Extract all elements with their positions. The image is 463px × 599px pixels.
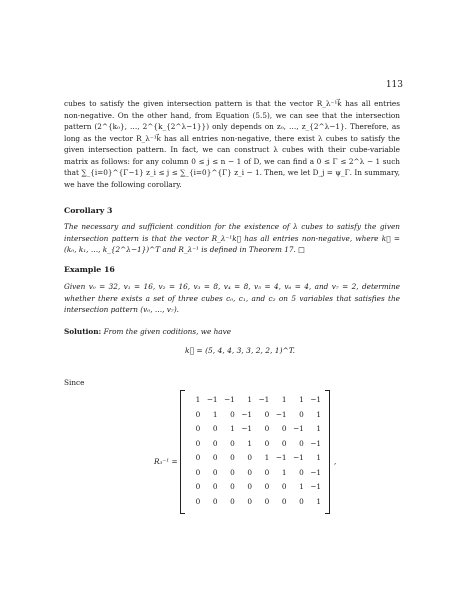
- matrix-cell: 1: [316, 424, 321, 433]
- matrix-cell: −1: [223, 395, 235, 404]
- matrix-cell: 0: [212, 453, 218, 462]
- k-vector-equation: k⃗ = (5, 4, 4, 3, 3, 2, 2, 1)^T.: [185, 346, 296, 355]
- matrix-cell: 0: [299, 496, 304, 506]
- matrix-left-bracket: [180, 390, 185, 514]
- matrix-cell: 0: [299, 438, 304, 448]
- matrix-cell: 0: [264, 496, 270, 506]
- matrix-cell: 1: [299, 482, 304, 491]
- matrix-cell: −1: [241, 424, 252, 433]
- matrix-cell: 0: [247, 467, 252, 477]
- matrix-cell: 0: [247, 482, 252, 491]
- example-text: Given v₀ = 32, v₁ = 16, v₂ = 16, v₃ = 8, v₄ = 8, v₅ = 4, v₆ = 4, and v₇ = 2, determine whether there exists a set of three cubes c₀, c₁, and c₂ on 5 variables that satisfies the intersection pattern (v₀, …, v₇).: [64, 282, 400, 315]
- example-heading: Example 16: [64, 265, 115, 274]
- matrix-cell: 0: [230, 467, 235, 477]
- matrix-cell: 0: [195, 453, 201, 462]
- matrix-cell: 1: [281, 395, 287, 404]
- matrix-cell: 1: [281, 467, 287, 477]
- matrix-cell: 0: [264, 424, 270, 433]
- matrix-grid: [186, 393, 324, 509]
- matrix-cell: 1: [230, 424, 235, 433]
- matrix-cell: 1: [299, 395, 304, 404]
- matrix-cell: 1: [316, 453, 321, 462]
- matrix-cell: −1: [258, 395, 270, 404]
- page-number: 113: [385, 80, 403, 90]
- matrix-cell: 0: [212, 424, 218, 433]
- solution-label: Solution:: [64, 327, 102, 336]
- solution-text: From the given coditions, we have: [103, 327, 232, 336]
- matrix-right-bracket: [325, 390, 330, 514]
- matrix-cell: 1: [316, 496, 321, 506]
- matrix-cell: 0: [281, 496, 287, 506]
- matrix-cell: 0: [264, 438, 270, 448]
- matrix-cell: 0: [230, 409, 235, 419]
- matrix-cell: 0: [212, 496, 218, 506]
- matrix-cell: 0: [247, 453, 252, 462]
- matrix-cell: 0: [299, 409, 304, 419]
- matrix-cell: 0: [230, 496, 235, 506]
- matrix-cell: 0: [264, 409, 270, 419]
- matrix-cell: 0: [264, 482, 270, 491]
- matrix-label: R₃⁻¹ =: [154, 457, 178, 466]
- matrix-cell: 0: [230, 482, 235, 491]
- matrix-cell: 0: [212, 467, 218, 477]
- matrix-cell: 1: [247, 395, 252, 404]
- matrix-cell: 0: [299, 467, 304, 477]
- since-text: Since: [64, 378, 85, 387]
- matrix-cell: −1: [206, 395, 218, 404]
- matrix-cell: 0: [212, 438, 218, 448]
- matrix-cell: 1: [264, 453, 270, 462]
- matrix-cell: −1: [310, 438, 321, 448]
- matrix-cell: 0: [247, 496, 252, 506]
- matrix-cell: 0: [195, 409, 201, 419]
- matrix-cell: 0: [195, 482, 201, 491]
- matrix-cell: −1: [275, 453, 287, 462]
- matrix-cell: 1: [195, 395, 201, 404]
- matrix-cell: 0: [195, 438, 201, 448]
- matrix-cell: 0: [212, 482, 218, 491]
- matrix-cell: −1: [310, 467, 321, 477]
- matrix-trailing-comma: ,: [334, 457, 337, 466]
- matrix-cell: 0: [281, 482, 287, 491]
- matrix-cell: −1: [275, 409, 287, 419]
- matrix-cell: 0: [281, 424, 287, 433]
- corollary-text: The necessary and sufficient condition for the existence of λ cubes to satisfy the given intersection pattern is that the vector R_λ⁻¹k⃗ has all entries non-negative, where k⃗ = (k₀, k₁, …, k_{2^λ−1})^T and R_λ⁻¹ is defined in Theorem 17. □: [64, 222, 400, 255]
- corollary-heading: Corollary 3: [64, 206, 113, 215]
- matrix-cell: 1: [316, 409, 321, 419]
- matrix-cell: 1: [247, 438, 252, 448]
- matrix-cell: 0: [230, 438, 235, 448]
- matrix-cell: 0: [195, 467, 201, 477]
- matrix-cell: 0: [264, 467, 270, 477]
- matrix-cell: −1: [292, 424, 304, 433]
- matrix-cell: 0: [230, 453, 235, 462]
- matrix-cell: −1: [310, 395, 321, 404]
- solution-line: [64, 327, 231, 336]
- matrix-cell: −1: [292, 453, 304, 462]
- body-paragraph: cubes to satisfy the given intersection pattern is that the vector R_λ⁻¹k⃗ has all entries non-negative. On the other hand, from Equation (5.5), we can see that the intersection pattern (2^{k₀}, …, 2^{k_{2^λ−1}}) only depends on z₀, …, z_{2^λ−1}. Therefore, as long as the vector R_λ⁻¹k⃗ has all entries non-negative, there exist λ cubes to satisfy the given intersection pattern. In fact, we can construct λ cubes with their cube-variable matrix as follows: for any column 0 ≤ j ≤ n − 1 of D, we can find a 0 ≤ Γ ≤ 2^λ − 1 such that ∑_{i=0}^{Γ−1} z_i ≤ j ≤ ∑_{i=0}^{Γ} z_i − 1. Then, we let D_j = ψ_Γ. In summary, we have the following corollary.: [64, 99, 400, 189]
- matrix-cell: 0: [281, 438, 287, 448]
- matrix-cell: 0: [195, 496, 201, 506]
- matrix-cell: 0: [195, 424, 201, 433]
- inverse-matrix: [180, 390, 330, 512]
- matrix-cell: 1: [212, 409, 218, 419]
- matrix-cell: −1: [310, 482, 321, 491]
- matrix-cell: −1: [241, 409, 252, 419]
